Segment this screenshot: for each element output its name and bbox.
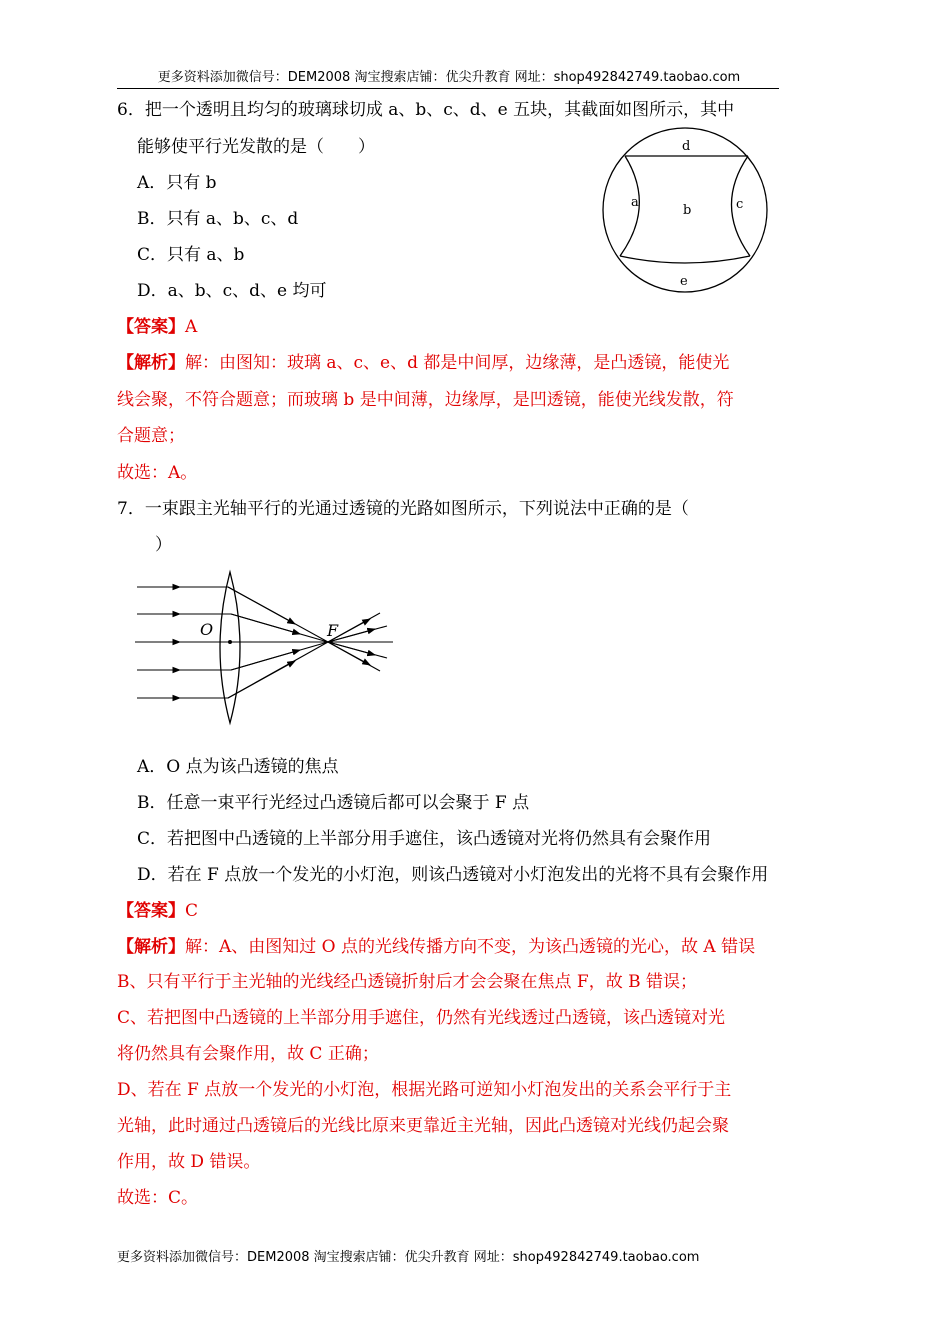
q6-analysis-line1 xyxy=(117,352,729,374)
q7-analysis-line4: 将仍然具有会聚作用，故 C 正确； xyxy=(117,1044,379,1064)
q7-answer xyxy=(117,900,198,922)
q7-analysis-line5: D、若在 F 点放一个发光的小灯泡，根据光路可逆知小灯泡发出的关系会平行于主 xyxy=(117,1080,732,1100)
q7-answer-value: C xyxy=(185,901,199,921)
q7-option-c: C．若把图中凸透镜的上半部分用手遮住，该凸透镜对光将仍然具有会聚作用 xyxy=(137,829,712,849)
q7-answer-label: 【答案】 xyxy=(117,901,185,921)
q7-analysis-line1 xyxy=(117,936,755,958)
q6-glass-sphere-figure xyxy=(598,125,773,295)
q7-option-d: D．若在 F 点放一个发光的小灯泡，则该凸透镜对小灯泡发出的光将不具有会聚作用 xyxy=(137,865,769,885)
q6-analysis-line2: 线会聚，不符合题意；而玻璃 b 是中间薄，边缘厚，是凹透镜，能使光线发散，符 xyxy=(117,390,734,410)
page-header: 更多资料添加微信号：DEM2008 淘宝搜索店铺：优尖升教育 网址：shop492842749.taobao.com xyxy=(157,70,741,85)
q6-label-d: d xyxy=(682,139,691,154)
q6-conclusion: 故选：A。 xyxy=(117,463,198,483)
q7-option-a: A．O 点为该凸透镜的焦点 xyxy=(137,757,339,777)
q6-stem-line2: 能够使平行光发散的是（ ） xyxy=(137,137,375,157)
q7-conclusion: 故选：C。 xyxy=(117,1188,199,1208)
q6-answer-value: A xyxy=(185,317,198,337)
q7-analysis-line2: B、只有平行于主光轴的光线经凸透镜折射后才会会聚在焦点 F，故 B 错误； xyxy=(117,972,697,992)
q7-convex-lens-figure xyxy=(135,568,400,728)
q7-analysis-line7: 作用，故 D 错误。 xyxy=(117,1152,261,1172)
q7-label-f: F xyxy=(327,621,339,640)
q6-analysis-text1: 解：由图知：玻璃 a、c、e、d 都是中间厚，边缘薄，是凸透镜，能使光 xyxy=(185,353,730,373)
q6-option-a: A．只有 b xyxy=(137,173,217,193)
q6-option-d: D．a、b、c、d、e 均可 xyxy=(137,281,327,301)
q7-label-o: O xyxy=(200,620,214,639)
q7-analysis-label: 【解析】 xyxy=(117,937,185,957)
q6-answer-label: 【答案】 xyxy=(117,317,185,337)
q6-option-c: C．只有 a、b xyxy=(137,245,245,265)
q6-answer xyxy=(117,316,197,338)
q6-analysis-label: 【解析】 xyxy=(117,353,185,373)
q6-label-e: e xyxy=(680,274,688,289)
q6-stem-line1: 6．把一个透明且均匀的玻璃球切成 a、b、c、d、e 五块，其截面如图所示，其中 xyxy=(117,100,735,120)
header-rule xyxy=(117,88,779,89)
q6-label-a: a xyxy=(631,195,639,210)
q6-option-b: B．只有 a、b、c、d xyxy=(137,209,299,229)
q6-analysis-line3: 合题意； xyxy=(117,426,185,446)
q7-analysis-text1: 解：A、由图知过 O 点的光线传播方向不变，为该凸透镜的光心，故 A 错误 xyxy=(185,937,756,957)
q7-stem-line1: 7．一束跟主光轴平行的光通过透镜的光路如图所示，下列说法中正确的是（ xyxy=(117,499,689,519)
q6-label-c: c xyxy=(736,197,744,212)
q7-option-b: B．任意一束平行光经过凸透镜后都可以会聚于 F 点 xyxy=(137,793,530,813)
q7-analysis-line6: 光轴，此时通过凸透镜后的光线比原来更靠近主光轴，因此凸透镜对光线仍起会聚 xyxy=(117,1116,729,1136)
page-footer: 更多资料添加微信号：DEM2008 淘宝搜索店铺：优尖升教育 网址：shop492842749.taobao.com xyxy=(117,1250,700,1265)
q7-stem-line2: ） xyxy=(155,535,172,555)
q7-analysis-line3: C、若把图中凸透镜的上半部分用手遮住，仍然有光线透过凸透镜，该凸透镜对光 xyxy=(117,1008,726,1028)
q6-label-b: b xyxy=(683,203,692,218)
